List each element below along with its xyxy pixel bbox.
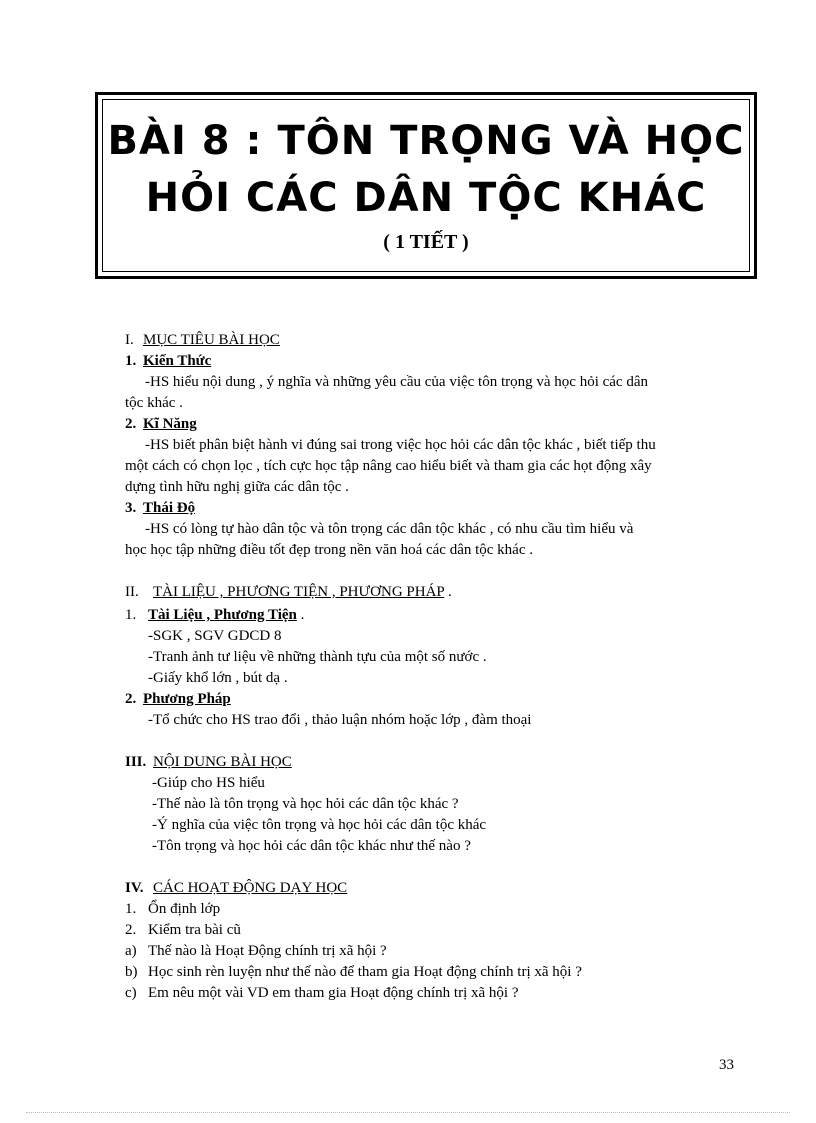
list-item-text: Thế nào là Hoạt Động chính trị xã hội ? bbox=[148, 943, 387, 959]
section-1-heading bbox=[125, 331, 280, 349]
section-4-number: IV. bbox=[125, 880, 144, 896]
paragraph-line: -SGK , SGV GDCD 8 bbox=[148, 628, 282, 644]
lesson-title-line-1: BÀI 8 : TÔN TRỌNG VÀ HỌC bbox=[107, 118, 745, 164]
list-marker: 1. bbox=[125, 901, 137, 917]
section-2-heading bbox=[125, 583, 452, 601]
paragraph-line: -HS biết phân biệt hành vi đúng sai trong việc học hỏi các dân tộc khác , biết tiếp thu bbox=[145, 437, 656, 453]
list-item-text: Ổn định lớp bbox=[148, 901, 221, 917]
list-item bbox=[125, 963, 582, 981]
list-item-text: Kiểm tra bài cũ bbox=[148, 922, 241, 938]
lesson-duration: ( 1 TIẾT ) bbox=[383, 231, 469, 253]
paragraph-line: -HS hiểu nội dung , ý nghĩa và những yêu cầu của việc tôn trọng và học hỏi các dân bbox=[145, 374, 648, 390]
list-marker: 2. bbox=[125, 922, 137, 938]
paragraph-line: dựng tình hữu nghị giữa các dân tộc . bbox=[125, 479, 349, 495]
section-1-sub-3-heading bbox=[125, 499, 195, 517]
sub-3-title: Thái Độ bbox=[143, 500, 196, 516]
section-2-tail: . bbox=[444, 584, 452, 600]
section-2-sub-1-heading bbox=[125, 606, 304, 624]
sub-1-title: Tài Liệu , Phương Tiện bbox=[148, 607, 297, 623]
list-item-text: Em nêu một vài VD em tham gia Hoạt động chính trị xã hội ? bbox=[148, 985, 519, 1001]
sub-1-number: 1. bbox=[125, 353, 137, 369]
section-2-title: TÀI LIỆU , PHƯƠNG TIỆN , PHƯƠNG PHÁP bbox=[153, 584, 445, 600]
title-box bbox=[95, 92, 757, 279]
sub-3-number: 3. bbox=[125, 500, 137, 516]
page-number: 33 bbox=[719, 1057, 734, 1073]
paragraph-line: -Tổ chức cho HS trao đổi , thảo luận nhóm hoặc lớp , đàm thoại bbox=[148, 712, 532, 728]
paragraph-line: tộc khác . bbox=[125, 395, 183, 411]
section-1-title: MỤC TIÊU BÀI HỌC bbox=[143, 332, 280, 348]
paragraph-line: -Giúp cho HS hiểu bbox=[152, 775, 265, 791]
list-item bbox=[125, 900, 220, 918]
sub-2-title: Kĩ Năng bbox=[143, 416, 197, 432]
paragraph-line: -Ý nghĩa của việc tôn trọng và học hỏi các dân tộc khác bbox=[152, 817, 487, 833]
sub-1-number: 1. bbox=[125, 607, 137, 623]
section-2-sub-2-heading bbox=[125, 690, 231, 708]
paragraph-line: học học tập những điều tốt đẹp trong nền văn hoá các dân tộc khác . bbox=[125, 542, 533, 558]
list-item bbox=[125, 942, 387, 960]
section-4-title: CÁC HOẠT ĐỘNG DẠY HỌC bbox=[153, 880, 348, 896]
sub-1-tail: . bbox=[296, 607, 305, 623]
sub-2-title: Phương Pháp bbox=[143, 691, 231, 707]
paragraph-line: -Thế nào là tôn trọng và học hỏi các dân tộc khác ? bbox=[152, 796, 459, 812]
paragraph-line: -Tôn trọng và học hỏi các dân tộc khác như thế nào ? bbox=[152, 838, 471, 854]
list-marker: a) bbox=[125, 943, 137, 959]
paragraph-line: -Giấy khổ lớn , bút dạ . bbox=[148, 670, 288, 686]
paragraph-line: -Tranh ảnh tư liệu về những thành tựu của một số nước . bbox=[148, 649, 487, 665]
section-3-number: III. bbox=[125, 754, 147, 770]
list-item bbox=[125, 984, 518, 1002]
section-1-sub-1-heading bbox=[125, 352, 211, 370]
paragraph-line: một cách có chọn lọc , tích cực học tập nâng cao hiểu biết và tham gia các họt động xây bbox=[125, 458, 652, 474]
section-1-number: I. bbox=[125, 332, 134, 348]
list-item-text: Học sinh rèn luyện như thế nào để tham gia Hoạt động chính trị xã hội ? bbox=[148, 964, 582, 980]
section-1-sub-2-heading bbox=[125, 415, 197, 433]
section-2-number: II. bbox=[125, 584, 139, 600]
section-3-heading bbox=[125, 753, 292, 771]
list-marker: b) bbox=[125, 964, 138, 980]
lesson-title-line-2: HỎI CÁC DÂN TỘC KHÁC bbox=[145, 175, 707, 221]
sub-2-number: 2. bbox=[125, 691, 137, 707]
list-marker: c) bbox=[125, 985, 137, 1001]
sub-2-number: 2. bbox=[125, 416, 137, 432]
list-item bbox=[125, 921, 241, 939]
section-3-title: NỘI DUNG BÀI HỌC bbox=[153, 754, 292, 770]
section-4-heading bbox=[125, 879, 347, 897]
bottom-dotted-rule bbox=[26, 1112, 790, 1113]
paragraph-line: -HS có lòng tự hào dân tộc và tôn trọng các dân tộc khác , có nhu cầu tìm hiểu và bbox=[145, 521, 634, 537]
title-box-inner-border bbox=[102, 99, 750, 272]
sub-1-title: Kiến Thức bbox=[143, 353, 212, 369]
